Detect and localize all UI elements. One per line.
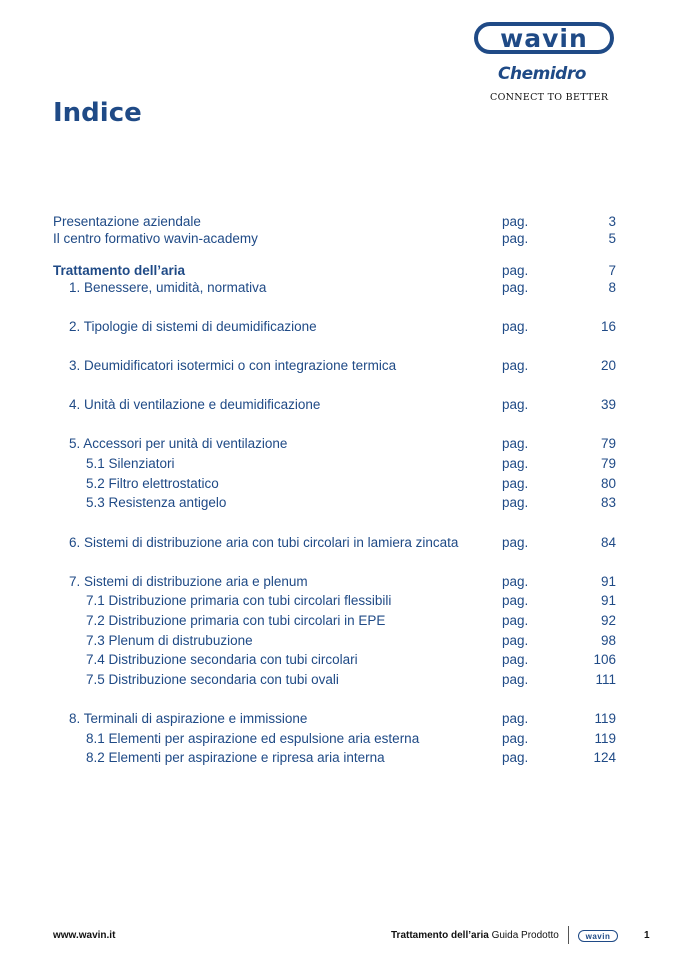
toc-row-page-number: 8 <box>608 280 616 295</box>
toc-row-pag: pag. <box>502 319 529 334</box>
toc-row[interactable] <box>0 494 678 512</box>
toc-row[interactable] <box>0 671 678 689</box>
toc-row-pag: pag. <box>502 214 529 229</box>
toc-row-pag: pag. <box>502 672 529 687</box>
toc-row[interactable] <box>0 730 678 748</box>
toc-row-label: 2. Tipologie di sistemi di deumidificazione <box>69 319 317 334</box>
toc-row-pag: pag. <box>502 613 529 628</box>
toc-row-pag: pag. <box>502 456 529 471</box>
toc-row-label: Trattamento dell’aria <box>53 263 186 278</box>
toc-row[interactable] <box>0 357 678 375</box>
toc-row-label: 3. Deumidificatori isotermici o con integrazione termica <box>69 358 397 373</box>
toc-row-page-number: 91 <box>600 574 616 589</box>
toc-row-pag: pag. <box>502 731 529 746</box>
toc-row-label: 8.1 Elementi per aspirazione ed espulsione aria esterna <box>86 731 420 746</box>
toc-row-label: Presentazione aziendale <box>53 214 201 229</box>
footer-page-number: 1 <box>644 930 650 941</box>
toc-row[interactable] <box>0 651 678 669</box>
page-title: Indice <box>53 98 142 128</box>
toc-row[interactable] <box>0 318 678 336</box>
toc-row-label: 5.2 Filtro elettrostatico <box>86 476 219 491</box>
toc-row-page-number: 83 <box>600 495 616 510</box>
toc-row-pag: pag. <box>502 574 529 589</box>
page-footer <box>0 926 678 946</box>
toc-row-pag: pag. <box>502 358 529 373</box>
footer-doc-info <box>391 930 559 941</box>
toc-row-page-number: 3 <box>608 214 616 229</box>
toc-row-page-number: 98 <box>600 633 616 648</box>
toc-row-pag: pag. <box>502 436 529 451</box>
wavin-logo: wavin <box>474 22 614 54</box>
toc-row[interactable] <box>0 262 678 280</box>
toc-row-label: 8.2 Elementi per aspirazione e ripresa aria interna <box>86 750 385 765</box>
toc-row-pag: pag. <box>502 397 529 412</box>
toc-row[interactable] <box>0 475 678 493</box>
toc-row-page-number: 84 <box>600 535 616 550</box>
toc-row[interactable] <box>0 279 678 297</box>
brand-tagline: CONNECT TO BETTER <box>490 92 609 103</box>
toc-row-page-number: 124 <box>593 750 616 765</box>
toc-row-label: 7.3 Plenum di distrubuzione <box>86 633 253 648</box>
toc-row-pag: pag. <box>502 711 529 726</box>
toc-row[interactable] <box>0 632 678 650</box>
toc-row-pag: pag. <box>502 535 529 550</box>
toc-row-label: 7.5 Distribuzione secondaria con tubi ovali <box>86 672 339 687</box>
toc-row-page-number: 106 <box>593 652 616 667</box>
toc-row-label: 7.2 Distribuzione primaria con tubi circolari in EPE <box>86 613 386 628</box>
toc-row-page-number: 91 <box>600 593 616 608</box>
toc-row-page-number: 92 <box>600 613 616 628</box>
toc-row-page-number: 20 <box>600 358 616 373</box>
toc-row[interactable] <box>0 749 678 767</box>
toc-row-pag: pag. <box>502 593 529 608</box>
toc-row-label: 5. Accessori per unità di ventilazione <box>69 436 288 451</box>
toc-row-page-number: 119 <box>594 711 616 726</box>
toc-row-label: Il centro formativo wavin-academy <box>53 231 258 246</box>
toc-row-pag: pag. <box>502 652 529 667</box>
toc-row-page-number: 79 <box>600 456 616 471</box>
toc-row-label: 8. Terminali di aspirazione e immissione <box>69 711 308 726</box>
footer-divider <box>568 926 569 944</box>
toc-row-label: 7. Sistemi di distribuzione aria e plenum <box>69 574 308 589</box>
toc-row-page-number: 119 <box>594 731 616 746</box>
toc-row-pag: pag. <box>502 280 529 295</box>
toc-row-pag: pag. <box>502 263 529 278</box>
toc-row-label: 5.1 Silenziatori <box>86 456 175 471</box>
toc-row-label: 1. Benessere, umidità, normativa <box>69 280 267 295</box>
toc-row[interactable] <box>0 534 678 552</box>
footer-url[interactable]: www.wavin.it <box>53 930 116 941</box>
toc-row-page-number: 111 <box>595 672 616 687</box>
toc-row[interactable] <box>0 710 678 728</box>
toc-row-pag: pag. <box>502 476 529 491</box>
toc-row-page-number: 80 <box>600 476 616 491</box>
chemidro-logo: Chemidro <box>498 64 586 84</box>
toc-row-page-number: 16 <box>600 319 616 334</box>
toc-row-pag: pag. <box>502 495 529 510</box>
toc-row[interactable] <box>0 455 678 473</box>
toc-row[interactable] <box>0 592 678 610</box>
toc-row[interactable] <box>0 213 678 231</box>
toc-row-pag: pag. <box>502 750 529 765</box>
toc-row-page-number: 7 <box>608 263 616 278</box>
toc-row[interactable] <box>0 612 678 630</box>
footer-wavin-logo: wavin <box>578 930 618 942</box>
toc-row[interactable] <box>0 435 678 453</box>
toc-row-label: 4. Unità di ventilazione e deumidificazione <box>69 397 321 412</box>
toc-row-page-number: 5 <box>608 231 616 246</box>
toc-row[interactable] <box>0 573 678 591</box>
toc-row-label: 7.4 Distribuzione secondaria con tubi circolari <box>86 652 358 667</box>
toc-row-pag: pag. <box>502 231 529 246</box>
toc-row-label: 7.1 Distribuzione primaria con tubi circolari flessibili <box>86 593 392 608</box>
footer-doc-title: Trattamento dell’aria <box>391 930 489 941</box>
toc-row[interactable] <box>0 230 678 248</box>
footer-doc-subtitle: Guida Prodotto <box>491 930 559 941</box>
toc-row-label: 5.3 Resistenza antigelo <box>86 495 227 510</box>
toc-row[interactable] <box>0 396 678 414</box>
toc-row-label: 6. Sistemi di distribuzione aria con tubi circolari in lamiera zincata <box>69 535 459 550</box>
toc-row-pag: pag. <box>502 633 529 648</box>
toc-row-page-number: 39 <box>600 397 616 412</box>
toc-row-page-number: 79 <box>600 436 616 451</box>
